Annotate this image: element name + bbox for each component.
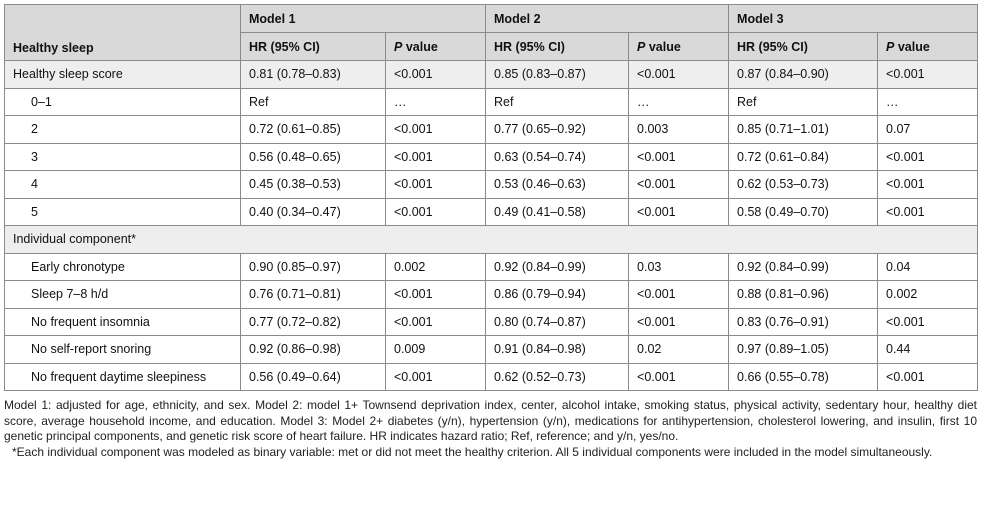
p-value-cell: <0.001 — [878, 363, 978, 391]
row-label: No frequent daytime sleepiness — [5, 363, 241, 391]
hr-cell: 0.85 (0.83–0.87) — [486, 61, 629, 89]
p-value-cell: <0.001 — [629, 171, 729, 199]
row-label: 3 — [5, 143, 241, 171]
hr-cell: 0.91 (0.84–0.98) — [486, 336, 629, 364]
hr-cell: 0.62 (0.52–0.73) — [486, 363, 629, 391]
table-row — [5, 198, 978, 226]
p-value-cell: <0.001 — [386, 308, 486, 336]
row-label: No frequent insomnia — [5, 308, 241, 336]
p-value-cell: <0.001 — [629, 363, 729, 391]
table-row — [5, 116, 978, 144]
p-value-cell: 0.03 — [629, 253, 729, 281]
table-row — [5, 226, 978, 254]
p-value-cell: … — [386, 88, 486, 116]
p-value-cell: <0.001 — [878, 171, 978, 199]
p-value-cell: 0.002 — [878, 281, 978, 309]
hr-cell: 0.58 (0.49–0.70) — [729, 198, 878, 226]
row-label: Healthy sleep score — [5, 61, 241, 89]
hr-cell: Ref — [729, 88, 878, 116]
row-label: 5 — [5, 198, 241, 226]
hr-cell: 0.88 (0.81–0.96) — [729, 281, 878, 309]
hr-cell: 0.92 (0.84–0.99) — [486, 253, 629, 281]
hr-cell: 0.80 (0.74–0.87) — [486, 308, 629, 336]
p-value-cell: 0.07 — [878, 116, 978, 144]
p-value-cell: <0.001 — [629, 198, 729, 226]
hr-cell: 0.77 (0.65–0.92) — [486, 116, 629, 144]
header-model-2: Model 2 — [486, 5, 729, 33]
header-p-value: P value — [386, 33, 486, 61]
p-value-cell: <0.001 — [629, 308, 729, 336]
hr-cell: 0.97 (0.89–1.05) — [729, 336, 878, 364]
model-definitions-note: Model 1: adjusted for age, ethnicity, and sex. Model 2: model 1+ Townsend deprivation index, center, alcohol intake, smoking status, physical activity, sedentary hour, healthy diet score, average household income, and education. Model 3: Model 2+ diabetes (y/n), hypertension (y/n), medications for antihypertension, cholesterol lowering, and insulin, first 10 genetic principal components, and genetic risk score of heart failure. HR indicates hazard ratio; Ref, reference; and y/n, yes/no. — [4, 398, 977, 443]
row-label: Individual component* — [5, 226, 978, 254]
hr-cell: 0.66 (0.55–0.78) — [729, 363, 878, 391]
hr-cell: 0.83 (0.76–0.91) — [729, 308, 878, 336]
p-value-cell: 0.003 — [629, 116, 729, 144]
p-value-cell: … — [629, 88, 729, 116]
p-value-cell: <0.001 — [629, 281, 729, 309]
row-label: Sleep 7–8 h/d — [5, 281, 241, 309]
hr-cell: Ref — [486, 88, 629, 116]
row-label: 2 — [5, 116, 241, 144]
p-value-cell: <0.001 — [386, 363, 486, 391]
hr-cell: 0.53 (0.46–0.63) — [486, 171, 629, 199]
p-value-cell: <0.001 — [386, 61, 486, 89]
p-value-cell: <0.001 — [386, 171, 486, 199]
row-label: 0–1 — [5, 88, 241, 116]
header-model-1: Model 1 — [241, 5, 486, 33]
table-row — [5, 336, 978, 364]
table-body — [5, 61, 978, 391]
p-value-cell: … — [878, 88, 978, 116]
table-row — [5, 308, 978, 336]
p-value-cell: <0.001 — [386, 198, 486, 226]
hr-cell: 0.56 (0.48–0.65) — [241, 143, 386, 171]
hr-cell: 0.81 (0.78–0.83) — [241, 61, 386, 89]
results-table — [4, 4, 978, 391]
hr-cell: 0.92 (0.84–0.99) — [729, 253, 878, 281]
hr-cell: 0.45 (0.38–0.53) — [241, 171, 386, 199]
header-model-3: Model 3 — [729, 5, 978, 33]
hr-cell: 0.56 (0.49–0.64) — [241, 363, 386, 391]
p-value-cell: 0.44 — [878, 336, 978, 364]
hr-cell: 0.63 (0.54–0.74) — [486, 143, 629, 171]
table-container — [4, 4, 977, 460]
table-row — [5, 253, 978, 281]
header-p-value: P value — [878, 33, 978, 61]
p-value-cell: <0.001 — [386, 116, 486, 144]
header-hr: HR (95% CI) — [241, 33, 386, 61]
header-p-value: P value — [629, 33, 729, 61]
row-label: Early chronotype — [5, 253, 241, 281]
hr-cell: 0.76 (0.71–0.81) — [241, 281, 386, 309]
hr-cell: 0.85 (0.71–1.01) — [729, 116, 878, 144]
table-row — [5, 61, 978, 89]
table-notes — [4, 398, 977, 460]
hr-cell: 0.92 (0.86–0.98) — [241, 336, 386, 364]
p-value-cell: 0.02 — [629, 336, 729, 364]
p-value-cell: <0.001 — [878, 198, 978, 226]
table-row — [5, 281, 978, 309]
hr-cell: 0.49 (0.41–0.58) — [486, 198, 629, 226]
hr-cell: 0.77 (0.72–0.82) — [241, 308, 386, 336]
row-label: No self-report snoring — [5, 336, 241, 364]
hr-cell: Ref — [241, 88, 386, 116]
hr-cell: 0.87 (0.84–0.90) — [729, 61, 878, 89]
header-hr: HR (95% CI) — [729, 33, 878, 61]
p-value-cell: <0.001 — [386, 143, 486, 171]
p-value-cell: 0.009 — [386, 336, 486, 364]
header-healthy-sleep: Healthy sleep — [5, 5, 241, 61]
table-row — [5, 143, 978, 171]
hr-cell: 0.86 (0.79–0.94) — [486, 281, 629, 309]
table-row — [5, 363, 978, 391]
p-value-cell: <0.001 — [878, 61, 978, 89]
hr-cell: 0.62 (0.53–0.73) — [729, 171, 878, 199]
p-value-cell: <0.001 — [629, 143, 729, 171]
row-label: 4 — [5, 171, 241, 199]
table-row — [5, 171, 978, 199]
hr-cell: 0.72 (0.61–0.85) — [241, 116, 386, 144]
table-row — [5, 88, 978, 116]
hr-cell: 0.72 (0.61–0.84) — [729, 143, 878, 171]
p-value-cell: <0.001 — [878, 143, 978, 171]
p-value-cell: <0.001 — [878, 308, 978, 336]
header-hr: HR (95% CI) — [486, 33, 629, 61]
p-value-cell: <0.001 — [386, 281, 486, 309]
hr-cell: 0.90 (0.85–0.97) — [241, 253, 386, 281]
footnote: *Each individual component was modeled as binary variable: met or did not meet the healthy criterion. All 5 individual components were included in the model simultaneously. — [12, 444, 933, 459]
p-value-cell: 0.002 — [386, 253, 486, 281]
hr-cell: 0.40 (0.34–0.47) — [241, 198, 386, 226]
p-value-cell: 0.04 — [878, 253, 978, 281]
p-value-cell: <0.001 — [629, 61, 729, 89]
